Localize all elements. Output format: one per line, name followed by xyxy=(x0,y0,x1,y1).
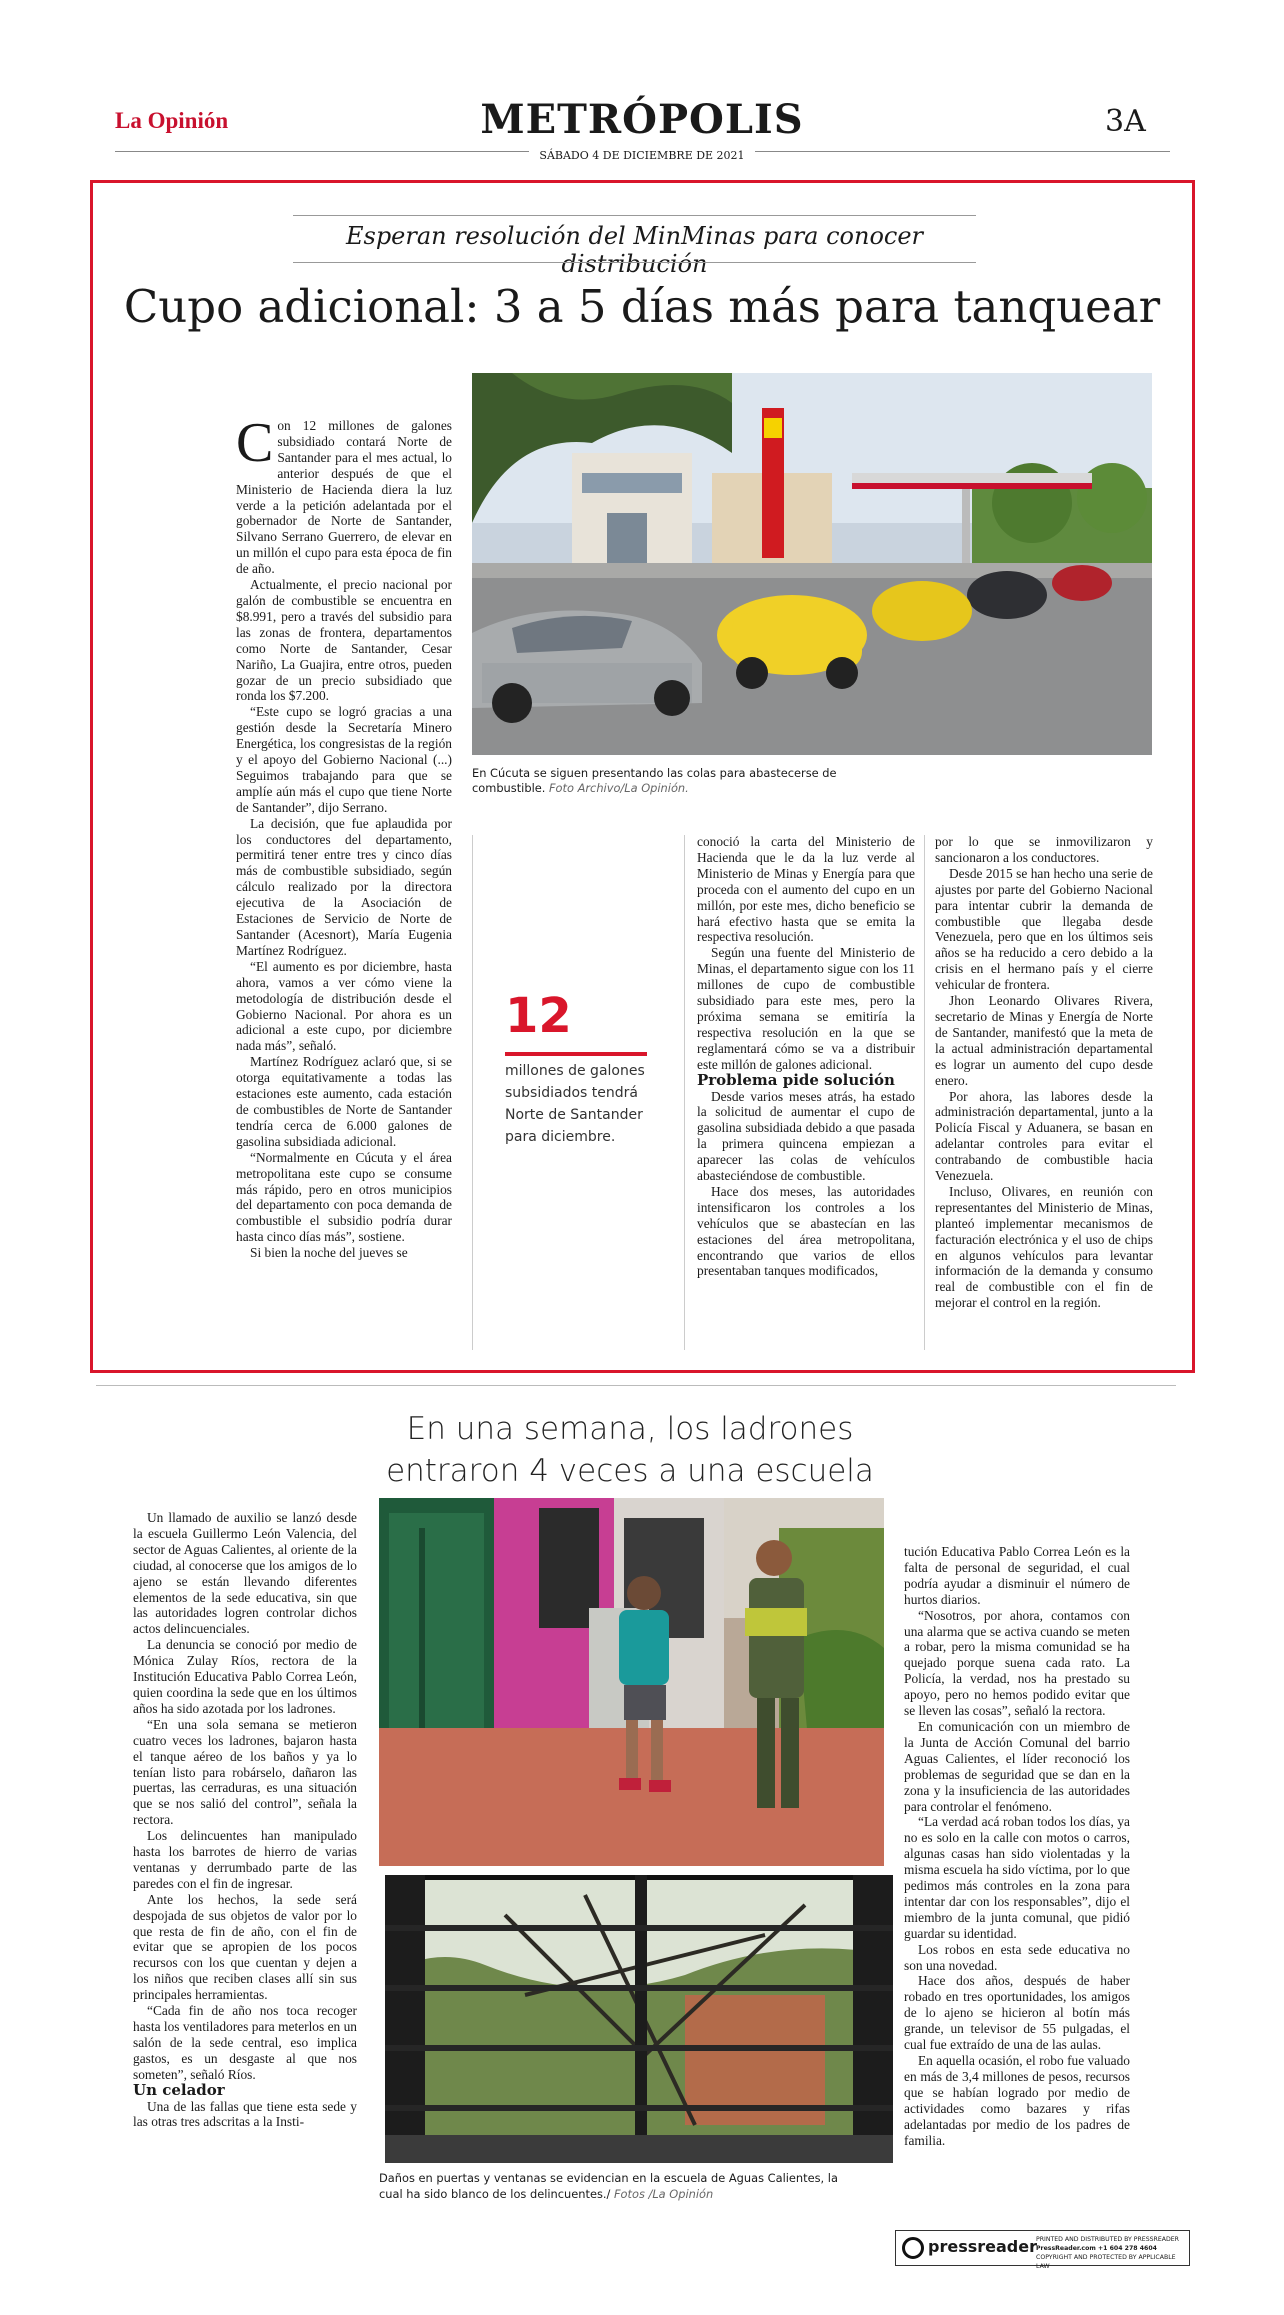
paragraph: conoció la carta del Ministerio de Hacienda que le da la luz verde al Ministerio de Minas y Energía para que proceda con el aumento del cupo en un millón, por este mes, dicho beneficio se hará efectivo hasta que se emita la respectiva resolución. xyxy=(697,834,915,945)
damaged-window-photo xyxy=(385,1875,893,2163)
paragraph: En comunicación con un miembro de la Junta de Acción Comunal del barrio Aguas Calientes, el líder reconoció los problemas de seguridad que se dan en la zona y la insuficiencia de las autoridades para controlar el fenómeno. xyxy=(904,1718,1130,1814)
paragraph: Desde 2015 se han hecho una serie de ajustes por parte del Gobierno Nacional para intentar cubrir la demanda de combustible que llegaba desde Venezuela, pero que en los últimos seis años se ha reducido a cero debido a la crisis en el hermano país y el cierre vehicular de frontera. xyxy=(935,865,1153,993)
caption-text: Daños en puertas y ventanas se evidencian en la escuela de Aguas Calientes, la cual ha sido blanco de los delincuentes./ xyxy=(379,2171,838,2201)
paragraph: La decisión, que fue aplaudida por los conductores del departamento, permitirá tener entre tres y cinco días más de combustible subsidiado, según cálculo realizado por la directora ejecutiva de la Asociación de Estaciones de Servicio de Norte de Santander (Acesnort), María Eugenia Martínez Rodríguez. xyxy=(236,815,452,958)
paragraph: Una de las fallas que tiene esta sede y las otras tres adscritas a la Insti- xyxy=(133,2098,357,2130)
paragraph: Incluso, Olivares, en reunión con representantes del Ministerio de Minas, planteó implementar mecanismos de facturación electrónica y el uso de chips en algunos vehículos para levantar información de la demanda y consumo real de combustible con el fin de mejorar el control en la región. xyxy=(935,1183,1153,1311)
paragraph: Si bien la noche del jueves se xyxy=(250,1245,408,1261)
highlight-number: 12 xyxy=(505,988,572,1044)
paragraph: Un llamado de auxilio se lanzó desde la escuela Guillermo León Valencia, del sector de Aguas Calientes, al oriente de la ciudad, al conocerse que los amigos de lo ajeno se están llevando diferentes elementos de la sede educativa, sin que las autoridades logren controlar dichos actos delincuenciales. xyxy=(133,1510,357,1637)
school-police-photo xyxy=(379,1498,884,1866)
section-title: METRÓPOLIS xyxy=(480,96,804,143)
paragraph: “Normalmente en Cúcuta y el área metropolitana este cupo se consume más rápido, pero en otros municipios del departamento con poca demanda de combustible el subsidio podría durar hasta cinco días más”, sostiene. xyxy=(236,1149,452,1245)
paragraph: tución Educativa Pablo Correa León es la falta de personal de seguridad, el cual podría ayudar a disminuir el número de hurtos diarios. xyxy=(904,1544,1130,1607)
subheading: Problema pide solución xyxy=(697,1070,895,1089)
paragraph: “Nosotros, por ahora, contamos con una alarma que se activa cuando se meten a robar, pero la misma comunidad se ha quejado porque suena cada rato. La Policía, la verdad, nos ha prestado su apoyo, pero no hemos podido evitar que se lleven las cosas”, señaló la rectora. xyxy=(904,1607,1130,1719)
pressreader-logo-icon xyxy=(902,2237,924,2259)
paragraph: “Este cupo se logró gracias a una gestión desde la Secretaría Minero Energética, los congresistas de la región y el apoyo del Gobierno Nacional (...) Seguimos trabajando para que se amplíe aún más el cupo que tiene Norte de Santander”, dijo Serrano. xyxy=(236,704,452,815)
column-rule xyxy=(924,835,925,1350)
column-rule xyxy=(684,835,685,1350)
article1-column-4 xyxy=(935,834,1153,1311)
paragraph: Ante los hechos, la sede será despojada de sus objetos de valor por lo que resta de fin de año, con el fin de evitar que se apropien de los pocos recursos con los que cuentan y dejen a los niños que reciben clases allí sin sus principales herramientas. xyxy=(133,1891,357,2003)
article1-column-3 xyxy=(697,834,915,1279)
paragraph: Jhon Leonardo Olivares Rivera, secretario de Minas y Energía de Norte de Santander, manifestó que la meta de la actual administración departamental es lograr un aumento del cupo desde enero. xyxy=(935,993,1153,1088)
paragraph: Según una fuente del Ministerio de Minas, el departamento sigue con los 11 millones de cupo de combustible subsidiado para este mes, pero la próxima semana se emitiría la respectiva resolución en la que se reglamentará cómo se va a distribuir este millón de galones adicional. xyxy=(697,945,915,1072)
column-rule xyxy=(472,835,473,1350)
paragraph: Hace dos años, después de haber robado en tres oportunidades, los amigos de lo ajeno se hicieron al botín más grande, un televisor de 55 pulgadas, el cual fue extraído de una de las aulas. xyxy=(904,1973,1130,2053)
paragraph: Martínez Rodríguez aclaró que, si se otorga equitativamente a todas las estaciones este aumento, cada estación de combustibles de Norte de Santander tendría cerca de 6.000 galones de gasolina subsidiada adicional. xyxy=(236,1054,452,1149)
paragraph: “El aumento es por diciembre, hasta ahora, vamos a ver cómo viene la metodología de distribución desde el Gobierno Nacional. Por ahora es un adicional a este cupo, por diciembre nada más”, señaló. xyxy=(236,958,452,1054)
article1-column-1 xyxy=(236,412,452,1261)
pressreader-line: COPYRIGHT AND PROTECTED BY APPLICABLE LAW xyxy=(1036,2254,1176,2270)
pressreader-line: PressReader.com +1 604 278 4604 xyxy=(1036,2245,1157,2252)
newspaper-logo: La Opinión xyxy=(115,108,229,133)
article2-column-1 xyxy=(133,1510,357,2130)
dropcap: C xyxy=(236,412,274,474)
article1-headline: Cupo adicional: 3 a 5 días más para tanquear xyxy=(123,280,1161,333)
paragraph: por lo que se inmovilizaron y sancionaron a los conductores. xyxy=(935,834,1153,865)
paragraph: Los delincuentes han manipulado hasta los barrotes de hierro de varias ventanas y derrumbado parte de las paredes con el fin de ingresar. xyxy=(133,1828,357,1891)
highlight-rule xyxy=(505,1052,647,1056)
issue-date: SÁBADO 4 DE DICIEMBRE DE 2021 xyxy=(529,149,754,162)
paragraph: “La verdad acá roban todos los días, ya no es solo en la calle con motos o carros, algunas casas han sido violentadas y la misma escuela ha sido víctima, por lo que pedimos más controles en la zona para intentar dar con los responsables”, dijo el miembro de la junta comunal, que pidió guardar su identidad. xyxy=(904,1814,1130,1941)
kicker-rule-bottom xyxy=(293,262,976,263)
caption-text: En Cúcuta se siguen presentando las colas para abastecerse de combustible. xyxy=(472,766,837,795)
subheading: Un celador xyxy=(133,2080,225,2099)
paragraph: Los robos en esta sede educativa no son una novedad. xyxy=(904,1941,1130,1973)
paragraph: Hace dos meses, las autoridades intensificaron los controles a los vehículos que se abastecían en las estaciones del área metropolitana, encontrando que varios de ellos presentaban tanques modificados, xyxy=(697,1183,915,1279)
paragraph: Actualmente, el precio nacional por galón de combustible se encuentra en $8.991, pero a través del subsidio para las zonas de frontera, departamentos como Norte de Santander, Cesar Nariño, La Guajira, entre otros, pueden gozar de un precio subsidiado que ronda los $7.200. xyxy=(236,577,452,704)
paragraph: Por ahora, las labores desde la administración departamental, junto a la Policía Fiscal y Aduanera, se basan en adelantar controles para evitar el contrabando de combustible hacia Venezuela. xyxy=(935,1088,1153,1184)
photo-credit: Foto Archivo/La Opinión. xyxy=(549,781,689,795)
photo-credit: Fotos /La Opinión xyxy=(613,2187,714,2201)
gas-station-queue-photo xyxy=(472,373,1152,755)
photo-caption xyxy=(472,766,912,796)
paragraph: on 12 millones de galones subsidiado contará Norte de Santander para el mes actual, lo anterior después de que el Ministerio de Hacienda diera la luz verde a la petición adelantada por el gobernador de Norte de Santander, Silvano Serrano Guerrero, de elevar en un millón el cupo para esta época de fin de año. xyxy=(236,418,452,577)
paragraph: “Cada fin de año nos toca recoger hasta los ventiladores para meterlos en un salón de la sede central, eso implica gastos, es un desgaste al que nos someten”, señaló Ríos. xyxy=(133,2003,357,2082)
highlight-text: millones de galones subsidiados tendrá Norte de Santander para diciembre. xyxy=(505,1063,645,1145)
article1-kicker: Esperan resolución del MinMinas para conocer distribución xyxy=(345,222,924,278)
headline-line: En una semana, los ladrones xyxy=(406,1411,854,1447)
article2-column-3 xyxy=(904,1544,1130,2148)
paragraph: La denuncia se conoció por medio de Mónica Zulay Ríos, rectora de la Institución Educativa Pablo Correa León, quien coordina la sede que en los últimos años ha sido azotada por los ladrones. xyxy=(133,1637,357,1716)
pressreader-badge[interactable] xyxy=(895,2230,1190,2270)
section-divider xyxy=(96,1385,1176,1386)
paragraph: Desde varios meses atrás, ha estado la solicitud de aumentar el cupo de gasolina subsidiada debido a que pasada la primera quincena empiezan a aparecer las colas de vehículos abasteciéndose de combustible. xyxy=(697,1088,915,1184)
pressreader-line: PRINTED AND DISTRIBUTED BY PRESSREADER xyxy=(1036,2236,1179,2243)
page-number: 3A xyxy=(1105,104,1146,139)
pressreader-info xyxy=(1036,2235,1186,2271)
paragraph: “En una sola semana se metieron cuatro veces los ladrones, bajaron hasta el tanque aéreo de los baños y ya lo tenían listo para robárselo, dañaron las puertas, las cerraduras, es una situación que se nos salió del control”, señala la rectora. xyxy=(133,1716,357,1828)
article2-headline xyxy=(250,1408,1010,1492)
pressreader-wordmark: pressreader xyxy=(928,2237,1037,2256)
issue-date-row xyxy=(0,144,1284,163)
headline-line: entraron 4 veces a una escuela xyxy=(386,1453,874,1489)
kicker-rule-top xyxy=(293,215,976,216)
paragraph: En aquella ocasión, el robo fue valuado en más de 3,4 millones de pesos, recursos que se habían logrado por medio de actividades como bazares y rifas adelantadas por medio de los padres de familia. xyxy=(904,2053,1130,2148)
photo-caption xyxy=(379,2170,859,2202)
